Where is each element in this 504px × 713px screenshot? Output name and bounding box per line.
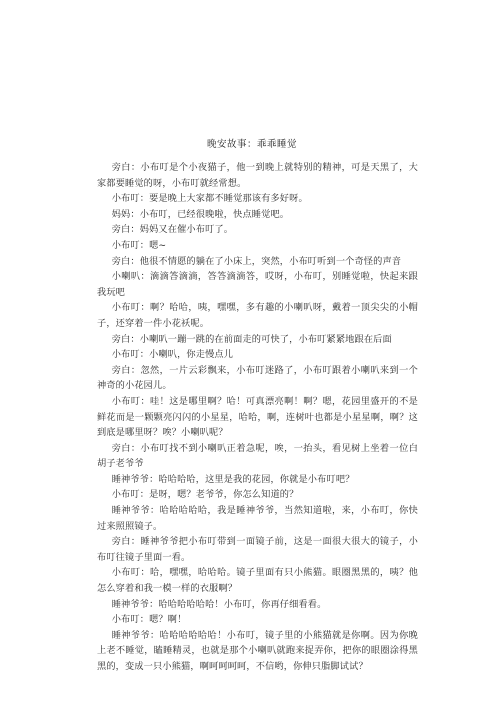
paragraph: 小布叮：嗯？啊！ xyxy=(111,614,187,626)
paragraph: 旁白：妈妈又在催小布叮了。 xyxy=(111,224,234,236)
paragraph: 睡神爷爷：哈哈哈哈，这里是我的花园，你就是小布叮吧？ xyxy=(111,473,355,485)
paragraph: 小布叮：哇！这是哪里啊？哈！可真漂亮啊！啊？嗯，花园里盛开的不是鲜花而是一颗颗亮闪闪的小星星，哈哈，啊，连树叶也都是小星星啊，啊？这到底是哪里呀？唉？小喇叭呢？ xyxy=(97,395,418,439)
paragraph: 旁白：小喇叭一蹦一跳的在前面走的可快了，小布叮紧紧地跟在后面 xyxy=(111,333,392,345)
paragraph: 睡神爷爷：哈哈哈哈哈，我是睡神爷爷，当然知道啦，来，小布叮，你快过来照照镜子。 xyxy=(97,505,418,532)
paragraph: 睡神爷爷：哈哈哈哈哈哈！小布叮，你再仔细看看。 xyxy=(111,598,327,610)
paragraph: 小布叮：嗯~ xyxy=(111,239,167,251)
paragraph: 旁白：忽然，一片云彩飘来，小布叮迷路了，小布叮跟着小喇叭来到一个神奇的小花园儿。 xyxy=(97,364,418,392)
paragraph: 旁白：小布叮是个小夜猫子，他一到晚上就特别的精神，可是天黑了，大家都要睡觉的呀，小布叮就经常想。 xyxy=(97,162,418,189)
paragraph: 小布叮：啊？哈哈，咦，嘿嘿，多有趣的小喇叭呀，戴着一顶尖尖的小帽子，还穿着一件小花袄呢。 xyxy=(97,302,418,329)
document-body xyxy=(97,160,418,675)
paragraph: 旁白：他很不情愿的躺在了小床上，突然，小布叮听到一个奇怪的声音 xyxy=(111,255,402,267)
paragraph: 小喇叭：滴滴答滴滴，答答滴滴答，哎呀，小布叮，别睡觉啦，快起来跟我玩吧 xyxy=(97,271,418,298)
paragraph: 旁白：睡神爷爷把小布叮带到一面镜子前，这是一面很大很大的镜子，小布叮往镜子里面一看。 xyxy=(97,536,418,563)
paragraph: 小布叮：是呀，嗯？老爷爷，你怎么知道的？ xyxy=(111,489,299,501)
paragraph: 妈妈：小布叮，已经很晚啦，快点睡觉吧。 xyxy=(111,208,290,220)
paragraph: 小布叮：小喇叭，你走慢点儿 xyxy=(111,349,234,361)
paragraph: 旁白：小布叮找不到小喇叭正着急呢，唉，一抬头，看见树上坐着一位白胡子老爷爷 xyxy=(97,442,418,470)
paragraph: 小布叮：哈，嘿嘿，哈哈哈。镜子里面有只小熊猫。眼圈黑黑的，咦？他怎么穿着和我一模一样的衣服啊？ xyxy=(97,567,418,595)
paragraph: 小布叮：要是晚上大家都不睡觉那该有多好呀。 xyxy=(111,193,308,205)
paragraph: 睡神爷爷：哈哈哈哈哈哈！小布叮，镜子里的小熊猫就是你啊。因为你晚上老不睡觉，瞌睡精灵，也就是那个小喇叭就跑来捉弄你，把你的眼圈涂得黑黑的，变成一只小熊猫，啊呵呵呵呵，不信哟，你伸只脂脚试试？ xyxy=(97,629,418,672)
document-title: 晚安故事：乖乖睡觉 xyxy=(206,139,297,150)
